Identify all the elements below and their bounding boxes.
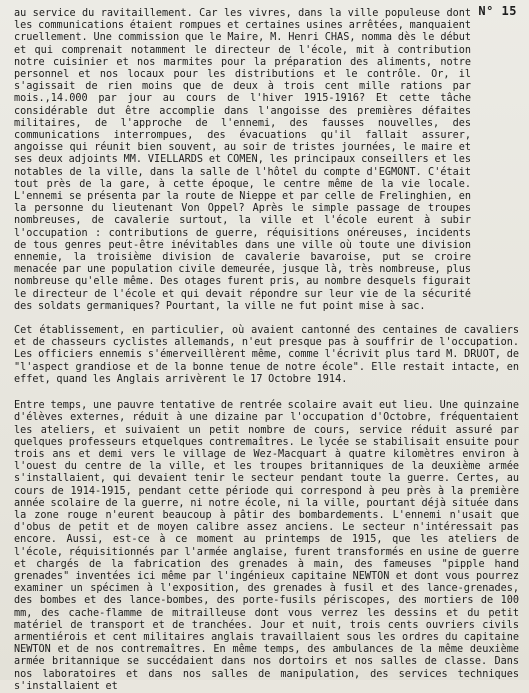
paragraph-2: Cet établissement, en particulier, où avaient cantonné des centaines de cavaliers et de chasseurs cyclistes allemands, n'eut presque pas à souffrir de l'occupation. Les officiers ennemis s'émerveillèrent même, comme l'écrivit plus tard M. DRUOT, de "l'aspect grandiose et de la bonne tenue de notre école". Elle restait intacte, en effet, quand les Anglais arrivèrent le 17 Octobre 1914. [14,325,519,385]
paragraph-3: Entre temps, une pauvre tentative de rentrée scolaire avait eut lieu. Une quinzaine d'élèves externes, réduit à une dizaine par l'occupation d'Octobre, fréquentaient les ateliers, et suivaient un petit nombre de cours, service réduit assuré par quelques professeurs etquelques contremaîtres. Le lycée se stabilisait ensuite pour trois ans et demi vers le village de Wez-Macquart à quatre kilomètres environ à l'ouest du centre de la ville, et les troupes britanniques de la deuxième armée s'installaient, qui devaient tenir le secteur pendant toute la guerre. Certes, au cours de 1914-1915, pendant cette période qui correspond à peu près à la première année scolaire de la guerre, ni notre école, ni la ville, pourtant déjà située dans la zone rouge n'eurent beaucoup à pâtir des bombardements. L'ennemi n'usait que d'obus de petit et de moyen calibre assez anciens. Le secteur n'intéressait pas encore. Aussi, est-ce à ce moment au printemps de 1915, que les ateliers de l'école, réquisitionnés par l'armée anglaise, furent transformés en usine de guerre et chargés de la fabrication des grenades à main, des fameuses "pipple hand grenades" inventées ici même par l'ingénieux capitaine NEWTON et dont vous pourrez examiner un spécimen à l'exposition, des grenades à fusil et des lance-grenades, des bombes et des lance-bombes, des porte-fusils périscopes, des mortiers de 100 mm, des cache-flamme de mitrailleuse dont vous verrez les dessins et du petit matériel de transport et de tranchées. Jour et nuit, trois cents ouvriers civils armentiérois et cent militaires anglais travaillaient sous les ordres du capitaine NEWTON et de nos contremaîtres. En même temps, des ambulances de la même deuxième armée britannique se succédaient dans nos dortoirs et nos salles de classe. Dans nos laboratoires et dans nos salles de manipulation, des services techniques s'installaient et [14,400,519,692]
paragraph-gap [14,313,519,325]
paragraph-gap [14,386,519,400]
page-number: N° 15 [478,4,517,18]
paragraph-1: au service du ravitaillement. Car les vivres, dans la ville populeuse dont les communications étaient rompues et certaines usines arrêtées, manquaient cruellement. Une commission que le Maire, M. Henri CHAS, nomma dès le début et qui comprenait notamment le directeur de l'école, mit à contribution notre cuisinier et nos marmites pour la préparation des aliments, notre personnel et nos locaux pour les distributions et le contrôle. Or, il s'agissait de rien moins que de deux à trois cent mille rations par mois.,14.000 par jour au cours de l'hiver 1915-1916? Et cette tâche considérable dut être accomplie dans l'angoisse des premières défaites militaires, de l'approche de l'ennemi, des fausses nouvelles, des communications interrompues, des évacuations qu'il fallait assurer, angoisse qui réunit bien souvent, au soir de tristes journées, le maire et ses deux adjoints MM. VIELLARDS et COMEN, les principaux conseillers et les notables de la ville, dans la salle de l'hôtel du compte d'EGMONT. C'était tout près de la gare, à cette époque, le centre même de la vie locale. L'ennemi se présenta par la route de Nieppe et par celle de Frelinghien, en la personne du lieutenant Von Oppel? Après le simple passage de troupes nombreuses, de cavalerie surtout, la ville et l'école eurent à subir l'occupation : contributions de guerre, réquisitions onéreuses, incidents de tous genres peut-être inévitables dans une ville où toute une division ennemie, la troisième division de cavalerie bavaroise, put se croire menacée par une population civile demeurée, jusque là, très nombreuse, plus nombreuse qu'elle même. Des otages furent pris, au nombre desquels figurait le directeur de l'école et qui devait répondre sur leur vie de la sécurité des soldats germaniques? Pourtant, la ville ne fut point mise à sac. [14,8,471,312]
